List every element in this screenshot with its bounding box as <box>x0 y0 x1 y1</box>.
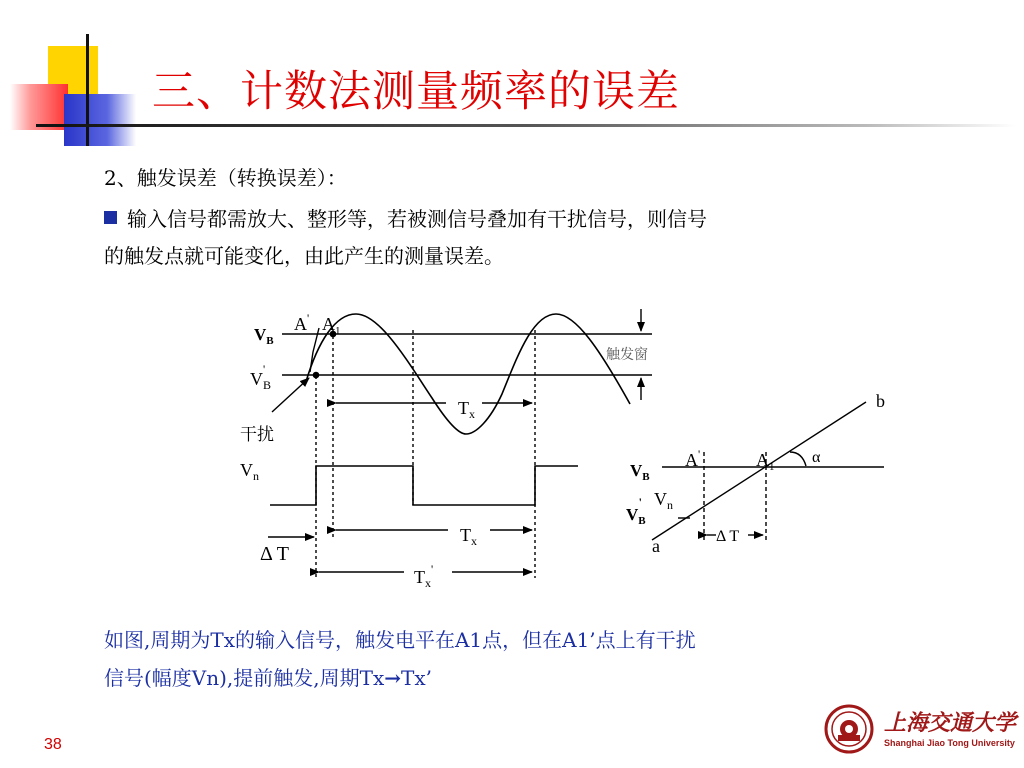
label-right-vb-prime: $V_B'$ <box>626 495 646 527</box>
slide-title: 三、计数法测量频率的误差 <box>152 67 680 117</box>
slope-line <box>652 402 866 540</box>
right-slope-diagram <box>652 402 884 540</box>
bullet-paragraph-line2: 的触发点就可能变化，由此产生的测量误差。 <box>104 244 504 268</box>
label-alpha: α <box>812 449 821 466</box>
page-number: 38 <box>44 736 62 753</box>
left-diagram-labels <box>240 311 648 590</box>
label-vn: $V_n$ <box>240 460 259 483</box>
label-right-vb: $V_B$ <box>630 461 650 483</box>
label-vb: $V_B$ <box>254 325 274 347</box>
label-noise: 干扰 <box>240 425 274 444</box>
caption-line2-text: 信号(幅度Vn),提前触发,周期Tx <box>104 666 385 690</box>
label-vb-prime: $V_B'$ <box>250 362 272 392</box>
logo-english-name: Shanghai Jiao Tong University <box>884 738 1015 748</box>
label-b: b <box>876 391 885 411</box>
label-tx-lower: $T_x$ <box>460 525 477 548</box>
label-a1: $A_1$ <box>322 314 341 337</box>
section-heading: 2、触发误差（转换误差）： <box>104 166 347 190</box>
label-tx-upper: $T_x$ <box>458 398 475 421</box>
right-arrow-icon: → <box>384 666 402 690</box>
label-right-delta-t: Δ T <box>716 528 740 545</box>
caption-line2 <box>104 662 432 691</box>
bullet-text: 输入信号都需放大、整形等，若被测信号叠加有干扰信号，则信号 <box>127 207 707 231</box>
caption-line2-end: Tx’ <box>401 666 433 690</box>
label-delta-t: Δ T <box>260 543 289 565</box>
label-a-prime: A' <box>294 311 310 334</box>
label-a: a <box>652 536 660 556</box>
point-a-prime <box>313 372 318 377</box>
label-tx-prime: $T_x'$ <box>414 562 434 590</box>
label-right-a-prime: A' <box>685 447 701 470</box>
university-logo <box>824 704 1017 760</box>
label-right-a1: $A_1$ <box>756 450 775 473</box>
noise-arrow <box>272 378 309 412</box>
label-right-vn: $V_n$ <box>654 489 673 512</box>
square-wave <box>270 466 578 505</box>
university-seal-icon <box>824 704 874 754</box>
logo-chinese-name: 上海交通大学 <box>884 710 1017 736</box>
label-trigger-window: 触发窗 <box>606 348 648 363</box>
caption-line1: 如图,周期为Tx的输入信号，触发电平在A1点，但在A1’点上有干扰 <box>104 628 696 652</box>
alpha-arc <box>790 452 806 466</box>
